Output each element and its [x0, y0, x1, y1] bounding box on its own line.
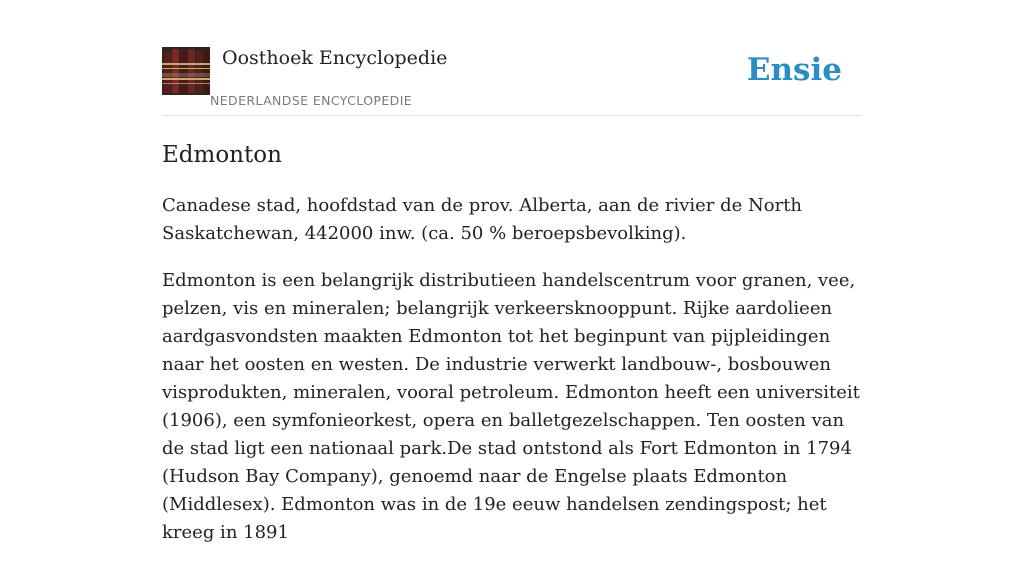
- site-header: [162, 0, 862, 116]
- article-paragraph: Edmonton is een belangrijk distributieen handelscentrum voor granen, vee, pelzen, vis en mineralen; belangrijk verkeersknooppunt. Rijke aardolieen aardgasvondsten maakten Edmonton tot het beginpunt van pijpleidingen naar het oosten en westen. De industrie verwerkt landbouw-, bosbouwen visprodukten, mineralen, vooral petroleum. Edmonton heeft een universiteit (1906), een symfonieorkest, opera en balletgezelschappen. Ten oosten van de stad ligt een nationaal park.De stad ontstond als Fort Edmonton in 1794 (Hudson Bay Company), genoemd naar de Engelse plaats Edmonton (Middlesex). Edmonton was in de 19e eeuw handelsen zendingspost; het kreeg in 1891: [162, 270, 860, 543]
- publication-name[interactable]: Oosthoek Encyclopedie: [222, 47, 448, 69]
- brand-logo-link[interactable]: Ensie: [746, 52, 842, 88]
- book-spines-icon[interactable]: [162, 47, 210, 95]
- publication-subtitle: NEDERLANDSE ENCYCLOPEDIE: [210, 93, 413, 108]
- article-paragraph: Canadese stad, hoofdstad van de prov. Alberta, aan de rivier de North Saskatchewan, 442000 inw. (ca. 50 % beroepsbevolking).: [162, 195, 803, 244]
- article-title: Edmonton: [162, 142, 282, 168]
- article-body: [162, 192, 862, 566]
